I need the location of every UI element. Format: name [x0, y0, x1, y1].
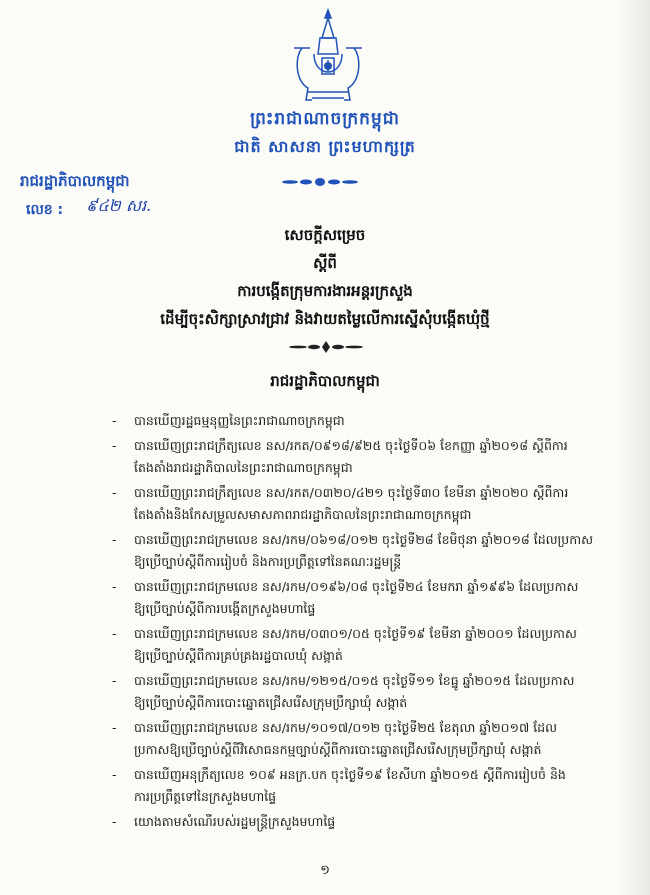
issuing-authority: រាជរដ្ឋាភិបាលកម្ពុជា	[20, 172, 130, 190]
document-subject-line-1: ការបង្កើតក្រុមការងារអន្តរក្រសួង	[237, 282, 413, 300]
list-item: - បានឃើញព្រះរាជក្រឹត្យលេខ នស/រកត/០៣២០/៤២១ ចុះថ្ងៃទី៣០ ខែមីនា ឆ្នាំ២០២០ ស្តីពីការ តែងតាំងនិងកែសម្រួលសមាសភាពរាជរដ្ឋាភិបាលនៃព្រះរាជាណាចក្រកម្ពុជា	[112, 485, 569, 522]
ornament-divider-icon	[278, 340, 374, 354]
kingdom-title: ព្រះរាជាណាចក្រកម្ពុជា	[250, 109, 400, 129]
page-number: ១	[320, 863, 330, 878]
list-item: - បានឃើញព្រះរាជក្រមលេខ នស/រកម/០១៩៦/០៨ ចុះថ្ងៃទី២៤ ខែមករា ឆ្នាំ១៩៩៦ ដែលប្រកាស ឱ្យប្រើច្បាប់ស្តីពីការបង្កើតក្រសួងមហាផ្ទៃ	[112, 579, 579, 616]
document-subject-label: ស្តីពី	[313, 254, 337, 272]
national-motto: ជាតិ សាសនា ព្រះមហាក្សត្រ	[234, 137, 416, 156]
ornament-divider-icon	[270, 176, 370, 188]
list-item: - បានឃើញរដ្ឋធម្មនុញ្ញនៃព្រះរាជាណាចក្រកម្ពុជា	[112, 413, 345, 428]
citations-list	[112, 410, 612, 836]
document-number-value: ៩៤២ សរ.	[86, 196, 152, 215]
list-item: - យោងតាមសំណើរបស់រដ្ឋមន្ត្រីក្រសួងមហាផ្ទៃ	[112, 814, 336, 829]
page-edge-shadow	[616, 0, 650, 895]
document-number-label: លេខ :	[26, 202, 64, 218]
list-item: - បានឃើញព្រះរាជក្រឹត្យលេខ នស/រកត/០៩១៨/៩២៥ ចុះថ្ងៃទី០៦ ខែកញ្ញា ឆ្នាំ២០១៨ ស្តីពីការ តែងតាំងរាជរដ្ឋាភិបាលនៃព្រះរាជាណាចក្រកម្ពុជា	[112, 438, 568, 475]
document-type: សេចក្តីសម្រេច	[284, 226, 366, 244]
section-heading: រាជរដ្ឋាភិបាលកម្ពុជា	[270, 372, 380, 390]
royal-emblem-icon	[288, 8, 368, 108]
list-item: - បានឃើញព្រះរាជក្រមលេខ នស/រកម/០៦១៨/០១២ ចុះថ្ងៃទី២៨ ខែមិថុនា ឆ្នាំ២០១៨ ដែលប្រកាស ឱ្យប្រើច្បាប់ស្តីពីការរៀបចំ និងការប្រព្រឹត្តទៅនៃគណៈរដ្ឋមន្ត្រី	[112, 532, 594, 569]
list-item: - បានឃើញព្រះរាជក្រមលេខ នស/រកម/១០១៧/០១២ ចុះថ្ងៃទី២៥ ខែតុលា ឆ្នាំ២០១៧ ដែល ប្រកាសឱ្យប្រើច្បាប់ស្តីពីវិសោធនកម្មច្បាប់ស្តីពីការបោះឆ្នោតជ្រើសរើសក្រុមប្រឹក្សាឃុំ សង្កាត់	[112, 720, 558, 757]
list-item: - បានឃើញអនុក្រឹត្យលេខ ១០៩ អនក្រ.បក ចុះថ្ងៃទី១៩ ខែសីហា ឆ្នាំ២០១៥ ស្តីពីការរៀបចំ និង ការប្រព្រឹត្តទៅនៃក្រសួងមហាផ្ទៃ	[112, 767, 566, 804]
list-item: - បានឃើញព្រះរាជក្រមលេខ នស/រកម/០៣០១/០៥ ចុះថ្ងៃទី១៩ ខែមីនា ឆ្នាំ២០០១ ដែលប្រកាស ឱ្យប្រើច្បាប់ស្តីពីការគ្រប់គ្រងរដ្ឋបាលឃុំ សង្កាត់	[112, 626, 577, 663]
document-subject-line-2: ដើម្បីចុះសិក្សាស្រាវជ្រាវ និងវាយតម្លៃលើការស្នើសុំបង្កើតឃុំថ្មី	[160, 310, 490, 328]
list-item: - បានឃើញព្រះរាជក្រមលេខ នស/រកម/១២១៥/០១៥ ចុះថ្ងៃទី១១ ខែធ្នូ ឆ្នាំ២០១៥ ដែលប្រកាស ឱ្យប្រើច្បាប់ស្តីពីការបោះឆ្នោតជ្រើសរើសក្រុមប្រឹក្សាឃុំ សង្កាត់	[112, 673, 575, 710]
